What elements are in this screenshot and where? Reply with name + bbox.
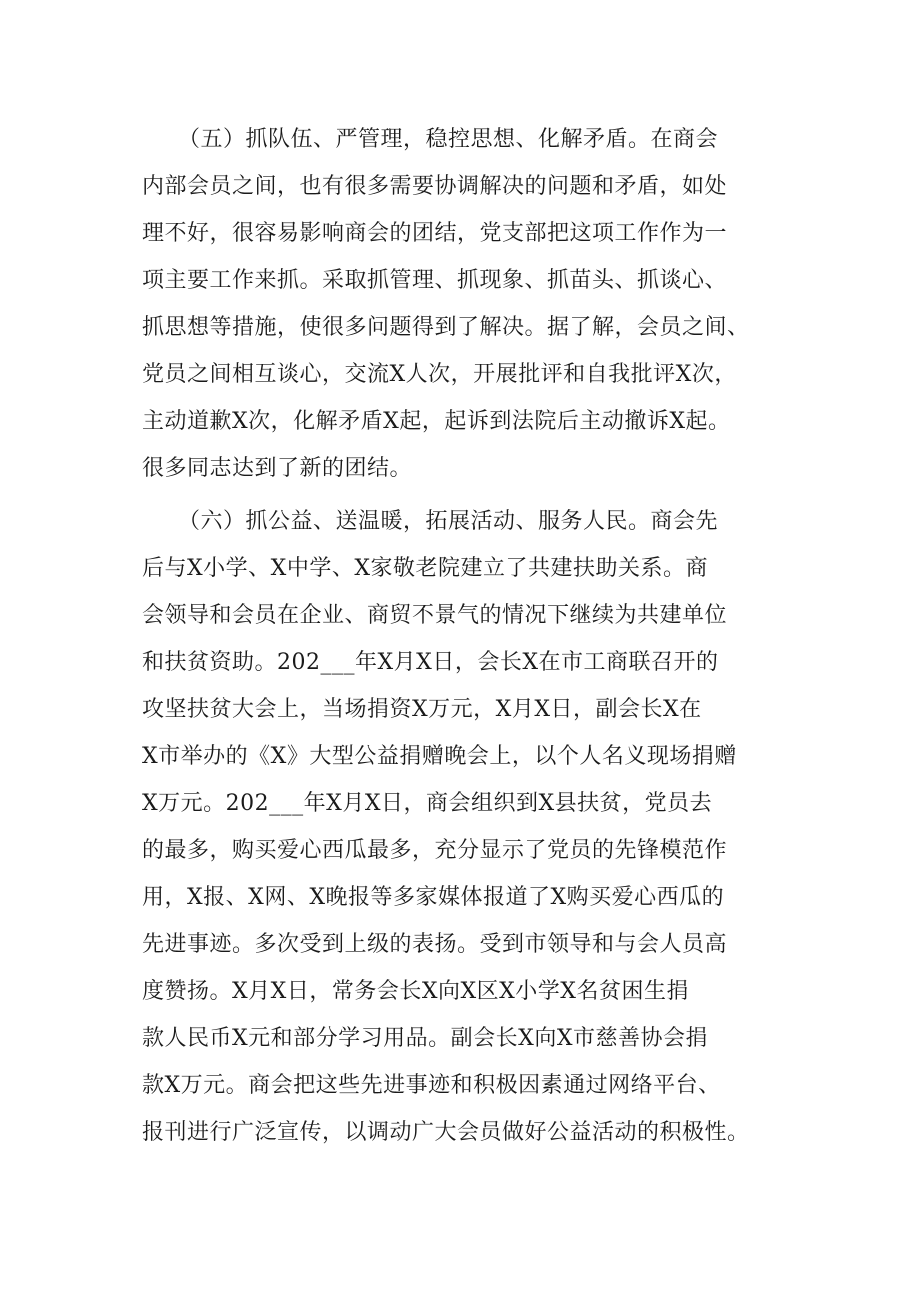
paragraph-line: 报刊进行广泛宣传，以调动广大会员做好公益活动的积极性。: [142, 1120, 750, 1145]
paragraph-line: X市举办的《X》大型公益捐赠晚会上，以个人名义现场捐赠: [142, 744, 737, 769]
paragraph-line: 项主要工作来抓。采取抓管理、抓现象、抓苗头、抓谈心、: [142, 268, 728, 293]
paragraph-line: 会领导和会员在企业、商贸不景气的情况下继续为共建单位: [142, 603, 728, 628]
paragraph-5: [142, 116, 802, 492]
paragraph-line: 抓思想等措施，使很多问题得到了解决。据了解，会员之间、: [142, 315, 750, 340]
paragraph-line: 度赞扬。X月X日，常务会长X向X区X小学X名贫困生捐: [142, 979, 689, 1004]
paragraph-line: 款人民币X元和部分学习用品。副会长X向X市慈善协会捐: [142, 1026, 708, 1051]
paragraph-line: （五）抓队伍、严管理，稳控思想、化解矛盾。在商会: [178, 127, 719, 152]
paragraph-line: 很多同志达到了新的团结。: [142, 456, 413, 481]
paragraph-line: 党员之间相互谈心，交流X人次，开展批评和自我批评X次，: [142, 362, 737, 387]
paragraph-line: （六）抓公益、送温暖，拓展活动、服务人民。商会先: [178, 509, 719, 534]
paragraph-line: 攻坚扶贫大会上，当场捐资X万元，X月X日，副会长X在: [142, 697, 702, 722]
paragraph-line: 先进事迹。多次受到上级的表扬。受到市领导和与会人员高: [142, 932, 728, 957]
paragraph-line: X万元。202___年X月X日，商会组织到X县扶贫，党员去: [142, 791, 713, 816]
paragraph-line: 内部会员之间，也有很多需要协调解决的问题和矛盾，如处: [142, 174, 728, 199]
paragraph-6: [142, 498, 802, 1156]
document-body: [142, 116, 802, 1156]
paragraph-line: 的最多，购买爱心西瓜最多，充分显示了党员的先锋模范作: [142, 838, 728, 863]
paragraph-line: 款X万元。商会把这些先进事迹和积极因素通过网络平台、: [142, 1073, 721, 1098]
paragraph-line: 和扶贫资助。202___年X月X日，会长X在市工商联召开的: [142, 650, 719, 675]
paragraph-line: 理不好，很容易影响商会的团结，党支部把这项工作作为一: [142, 221, 728, 246]
paragraph-line: 用，X报、X网、X晚报等多家媒体报道了X购买爱心西瓜的: [142, 885, 725, 910]
paragraph-line: 后与X小学、X中学、X家敬老院建立了共建扶助关系。商: [142, 556, 708, 581]
paragraph-line: 主动道歉X次，化解矛盾X起，起诉到法院后主动撤诉X起。: [142, 409, 731, 434]
